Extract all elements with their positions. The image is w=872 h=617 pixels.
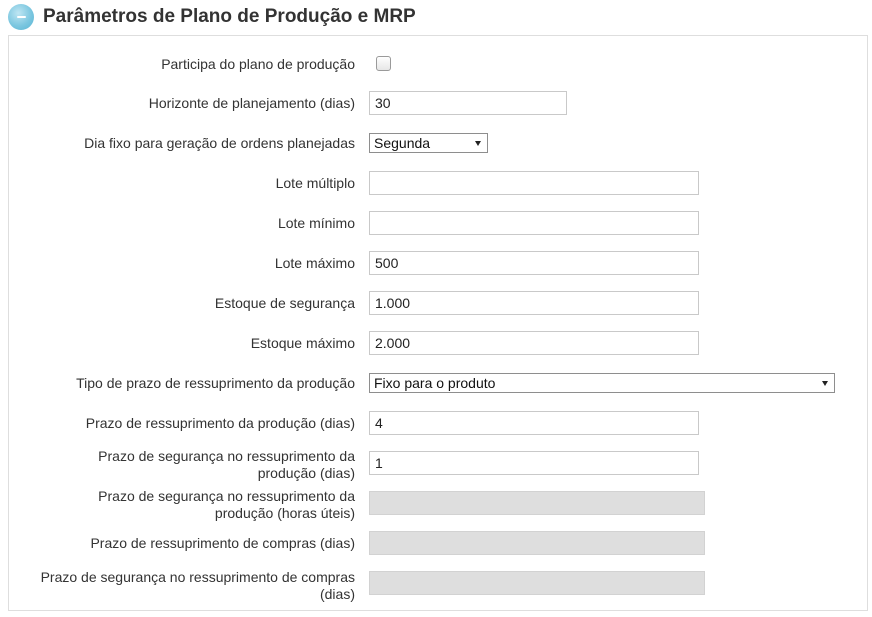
dropdown-arrow-icon [822,381,828,386]
prazo-seg-prod-dias-label: Prazo de segurança no ressuprimento da produção (dias) [98,448,355,481]
estoque-maximo-input[interactable]: 2.000 [369,331,699,355]
prazo-ressup-compras-label: Prazo de ressuprimento de compras (dias) [90,535,355,551]
participa-checkbox[interactable] [376,56,391,71]
section-header [8,4,416,30]
form-panel [8,35,868,611]
tipo-prazo-select[interactable] [369,373,835,393]
dia-fixo-value: Segunda [374,135,431,151]
prazo-ressup-prod-label: Prazo de ressuprimento da produção (dias) [85,415,355,431]
prazo-seg-compras-input [369,571,705,595]
lote-minimo-label: Lote mínimo [277,215,355,231]
lote-maximo-input[interactable]: 500 [369,251,699,275]
prazo-seg-compras-label: Prazo de segurança no ressuprimento de compras (dias) [40,569,355,602]
tipo-prazo-label: Tipo de prazo de ressuprimento da produção [76,375,355,391]
horizonte-label: Horizonte de planejamento (dias) [148,95,355,111]
section-title: Parâmetros de Plano de Produção e MRP [43,6,416,27]
lote-minimo-input[interactable] [369,211,699,235]
estoque-seguranca-input[interactable]: 1.000 [369,291,699,315]
prazo-seg-prod-horas-label: Prazo de segurança no ressuprimento da produção (horas úteis) [98,488,355,521]
dia-fixo-select[interactable] [369,133,488,153]
prazo-ressup-compras-input [369,531,705,555]
collapse-icon[interactable] [8,4,34,30]
dropdown-arrow-icon [475,141,481,146]
estoque-seguranca-label: Estoque de segurança [214,295,355,311]
prazo-seg-prod-horas-input [369,491,705,515]
participa-label: Participa do plano de produção [161,56,355,72]
prazo-ressup-prod-input[interactable]: 4 [369,411,699,435]
prazo-seg-prod-dias-input[interactable]: 1 [369,451,699,475]
lote-multiplo-label: Lote múltiplo [275,175,355,191]
lote-multiplo-input[interactable] [369,171,699,195]
horizonte-input[interactable]: 30 [369,91,567,115]
estoque-maximo-label: Estoque máximo [250,335,355,351]
tipo-prazo-value: Fixo para o produto [374,375,496,391]
lote-maximo-label: Lote máximo [274,255,355,271]
dia-fixo-label: Dia fixo para geração de ordens planejadas [84,135,355,151]
